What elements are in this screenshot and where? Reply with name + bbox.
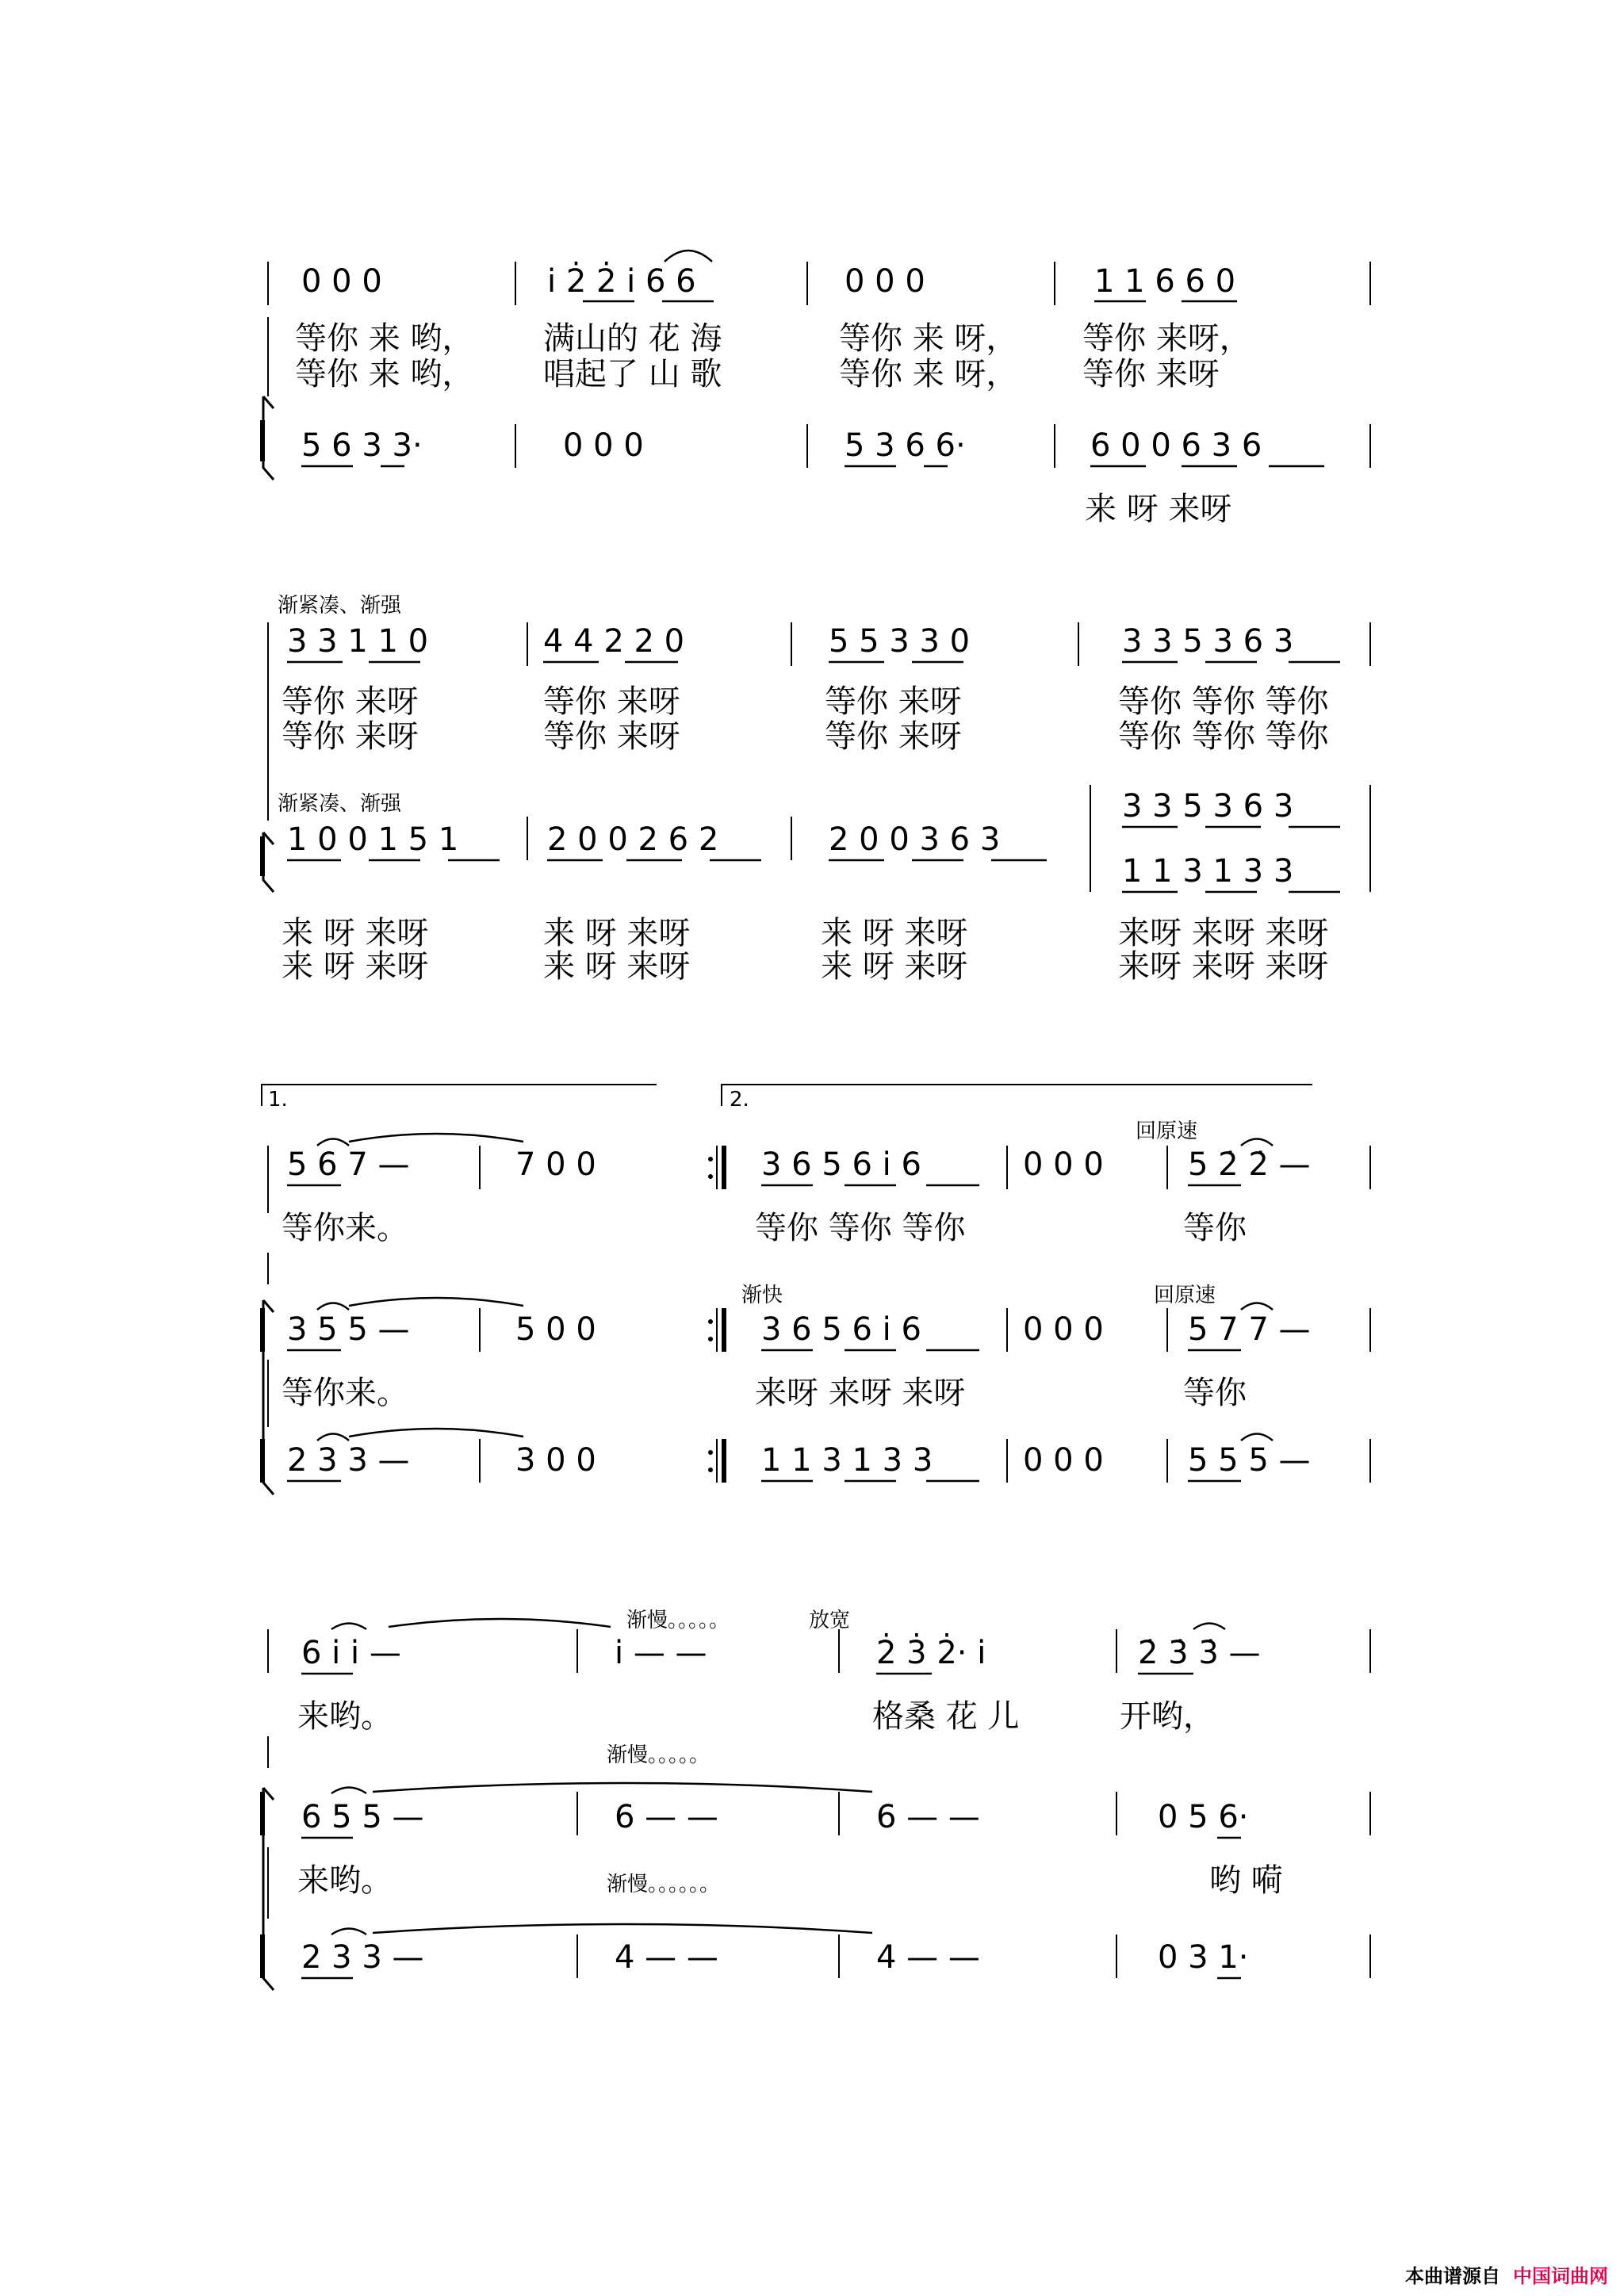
lyric-line-2: 等你 来呀: [282, 718, 419, 755]
measure-notes: 1 1 3 1 3 3: [1122, 853, 1294, 890]
measure-notes: 5 6 7 —: [287, 1146, 410, 1183]
measure-notes: 0 0 0: [1023, 1311, 1104, 1348]
system-4: [260, 1609, 1370, 1990]
measure-notes: 0 0 0: [301, 263, 382, 300]
direction-text: 渐紧凑、渐强: [278, 792, 402, 816]
measure-notes: 5 5 3 3 0: [829, 623, 971, 660]
lyric-line-1: 来哟。: [297, 1698, 393, 1735]
lyric-line-1: 来 呀 来呀: [543, 915, 691, 951]
measure-notes: 5 6 3 3·: [301, 427, 423, 464]
measure-notes: 0 3 1·: [1158, 1939, 1249, 1976]
measure-notes: 3 0 0: [515, 1442, 596, 1479]
direction-text: 渐慢。。。。。: [626, 1609, 730, 1632]
measure-notes: 2 3 3 —: [301, 1939, 424, 1976]
lyric-line-1: 来呀 来呀 来呀: [755, 1375, 966, 1411]
repeat-sign-icon: [708, 1439, 726, 1483]
lyric-line-1: 等你 来 哟，: [295, 320, 474, 357]
measure-notes: 2̇ 3̇ 2̇· i̇: [876, 1635, 986, 1671]
measure-notes: 3 3 5 3 6 3: [1122, 623, 1294, 660]
measure-notes: 0 0 0: [563, 427, 644, 464]
measure-notes: 4 — —: [615, 1939, 718, 1976]
measure-notes: 5 3 6 6·: [845, 427, 966, 464]
measure-notes: 3 3 5 3 6 3: [1122, 788, 1294, 825]
lyric-line-2: 等你 来 哟，: [295, 356, 474, 392]
measure-notes: 1 0 0 1 5 1: [287, 821, 459, 858]
volta-2-label: 2.: [730, 1088, 749, 1112]
system-2: [260, 594, 1370, 985]
lyric-line-1: 来呀 来呀 来呀: [1118, 915, 1329, 951]
lyric-line-2: 来 呀 来呀: [282, 948, 429, 985]
measure-notes: 5 5 5 —: [1188, 1442, 1311, 1479]
lyric-line-1: 开哟，: [1120, 1698, 1215, 1735]
lyric-line-2: 来 呀 来呀: [543, 948, 691, 985]
lyric-line-1: 等你 来 呀，: [839, 320, 1018, 357]
measure-notes: 1 1 6 6 0: [1094, 263, 1236, 300]
lyric-line-1: 等你来。: [282, 1210, 408, 1246]
measure-notes: 6 — —: [876, 1799, 980, 1835]
measure-notes: 6 i̇ i̇ —: [301, 1635, 401, 1671]
lyric-line-2: 等你 来呀: [1082, 356, 1220, 392]
source-footer: [1405, 2260, 1608, 2288]
measure-notes: 5 0 0: [515, 1311, 596, 1348]
lyric-line-2: 唱起了 山 歌: [543, 356, 722, 392]
direction-text: 渐紧凑、渐强: [278, 594, 402, 618]
system-3: [260, 1085, 1370, 1494]
lyric-line-1: 哟 嗬: [1209, 1862, 1283, 1899]
lyric-line-2: 来 呀 来呀: [821, 948, 968, 985]
system-1: [260, 251, 1370, 527]
lyric-line-2: 等你 来呀: [543, 718, 680, 755]
measure-notes: 6 0 0 6 3 6: [1090, 427, 1262, 464]
lyric-line-2: 等你 来呀: [825, 718, 962, 755]
measure-notes: 7 0 0: [515, 1146, 596, 1183]
site-name-link[interactable]: 中国词曲网: [1513, 2265, 1608, 2287]
lyric-line-2: 来呀 来呀 来呀: [1118, 948, 1329, 985]
lyric-line-2: 等你 来 呀，: [839, 356, 1018, 392]
direction-text: 渐快: [741, 1284, 783, 1307]
lyric-line-1: 来 呀 来呀: [1085, 491, 1232, 527]
lyric-line-1: 来哟。: [297, 1862, 393, 1899]
lyric-line-1: 满山的 花 海: [543, 320, 722, 357]
lyric-line-1: 等你 等你 等你: [755, 1210, 966, 1246]
lyric-line-2: 等你 等你 等你: [1118, 718, 1329, 755]
source-label: 本曲谱源自: [1405, 2265, 1500, 2287]
measure-notes: 3 5 5 —: [287, 1311, 410, 1348]
measure-notes: 3 3 1 1 0: [287, 623, 429, 660]
repeat-sign-icon: [708, 1146, 726, 1189]
measure-notes: 4 — —: [876, 1939, 980, 1976]
volta-1-label: 1.: [268, 1088, 288, 1112]
lyric-line-1: 等你 等你 等你: [1118, 683, 1329, 720]
measure-notes: 3 6 5 6 i̇ 6: [761, 1146, 921, 1183]
measure-notes: 0 0 0: [1023, 1442, 1104, 1479]
measure-notes: 2̇ 3̇ 3̇ —: [1138, 1635, 1261, 1671]
measure-notes: 5 7 7 —: [1188, 1311, 1311, 1348]
lyric-line-1: 等你 来呀: [282, 683, 419, 720]
lyric-line-1: 等你 来呀: [825, 683, 962, 720]
repeat-sign-icon: [708, 1308, 726, 1352]
lyric-line-1: 来 呀 来呀: [282, 915, 429, 951]
measure-notes: 3 6 5 6 i̇ 6: [761, 1311, 921, 1348]
direction-text: 渐慢。。。。。。: [607, 1873, 721, 1896]
measure-notes: 4 4 2 2 0: [543, 623, 685, 660]
lyric-line-1: 等你: [1183, 1375, 1247, 1411]
direction-text: 放宽: [809, 1609, 851, 1632]
measure-notes: 2 3 3 —: [287, 1442, 410, 1479]
tempo-mark: 回原速: [1154, 1284, 1216, 1307]
measure-notes: i̇ 2̇ 2̇ i̇ 6 6: [547, 263, 696, 300]
direction-text: 渐慢。。。。。: [607, 1743, 710, 1767]
lyric-line-1: 等你 来呀: [543, 683, 680, 720]
measure-notes: 2 0 0 2 6 2: [547, 821, 719, 858]
lyric-line-1: 格桑 花 儿: [872, 1698, 1020, 1735]
measure-notes: 6 — —: [615, 1799, 718, 1835]
lyric-line-1: 等你: [1183, 1210, 1247, 1246]
measure-notes: 2 0 0 3 6 3: [829, 821, 1001, 858]
measure-notes: 1 1 3 1 3 3: [761, 1442, 933, 1479]
lyric-line-1: 来 呀 来呀: [821, 915, 968, 951]
measure-notes: 0 0 0: [1023, 1146, 1104, 1183]
tempo-mark: 回原速: [1136, 1119, 1198, 1143]
measure-notes: 0 0 0: [845, 263, 925, 300]
measure-notes: 0 5 6·: [1158, 1799, 1249, 1835]
lyric-line-1: 等你来。: [282, 1375, 408, 1411]
measure-notes: 6 5 5 —: [301, 1799, 424, 1835]
measure-notes: 5 2̇ 2̇ —: [1188, 1146, 1311, 1183]
measure-notes: i̇ — —: [615, 1635, 707, 1671]
lyric-line-1: 等你 来呀，: [1082, 320, 1251, 357]
